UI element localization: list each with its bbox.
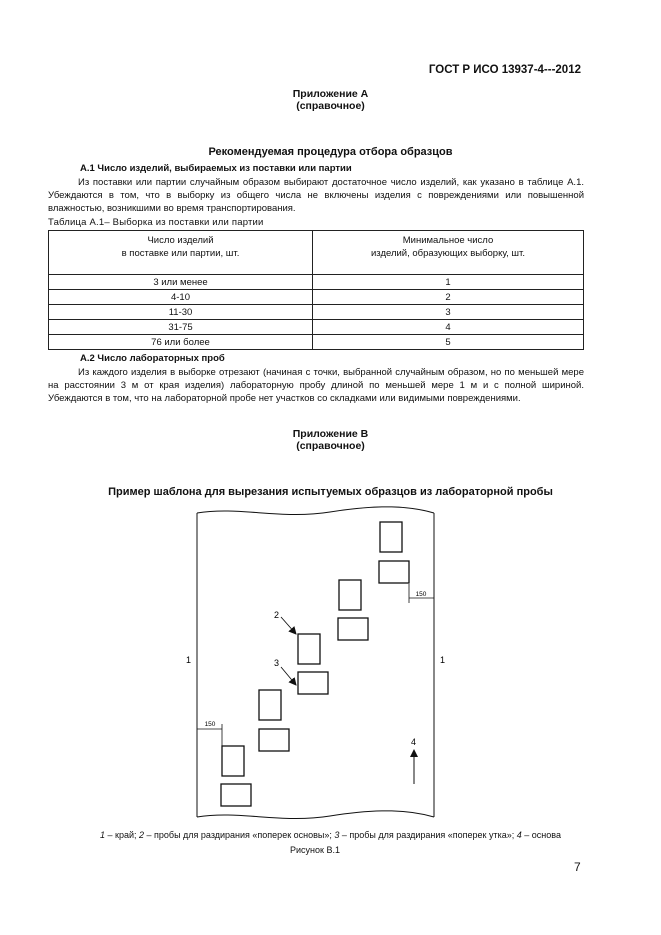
dim-left-label: 150 [204,721,216,728]
table-cell-min: 4 [313,320,584,335]
section-a2-text-content: Из каждого изделия в выборке отрезают (начиная с точки, выбранной случайным образом, но по меньшей мере на расстоянии 3 м от края изделия) лабораторную пробу длиной по меньшей мере 1 м и с полной шириной. Убеждаются в том, что на лабораторной пробе нет участков со складками или видимыми повреждениями. [48,367,584,405]
table-row [49,335,584,350]
table-row [49,320,584,335]
appendix-a-title: Приложение А [292,88,369,100]
section-a2-text [48,366,584,406]
sample-bottom-edge [197,811,434,819]
legend-num-3: 3 [334,830,340,840]
specimen-warp [298,634,320,664]
arrow-warp [281,617,296,634]
table-cell-lot: 76 или более [49,335,313,350]
legend-text-1: – край; [105,830,140,840]
table-row [49,275,584,290]
specimen-weft [338,618,368,640]
table-row [49,290,584,305]
legend-text-2: – пробы для раздирания «поперек основы»; [144,830,335,840]
specimen-weft [379,561,409,583]
table-cell-min: 2 [313,290,584,305]
appendix-a-subtitle: (справочное) [296,100,365,112]
table-cell-min: 5 [313,335,584,350]
label-edge-left: 1 [186,655,192,665]
section-a1-title: А.1 Число изделий, выбираемых из поставки или партии [80,163,352,174]
specimen-weft [259,729,289,751]
appendix-b-heading: Пример шаблона для вырезания испытуемых образцов из лабораторной пробы [108,486,553,498]
table-header-min [313,231,584,275]
specimen-warp [259,690,281,720]
legend-num-4: 4 [516,830,522,840]
specimen-weft [298,672,328,694]
label-weft-specimen: 3 [274,658,280,668]
table-cell-lot: 4-10 [49,290,313,305]
table-header-min-line1: Минимальное число [402,235,494,246]
legend-text-4: – основа [521,830,561,840]
specimen-warp [339,580,361,610]
dim-top-label: 150 [415,591,427,598]
legend-text-3: – пробы для раздирания «поперек утка»; [339,830,517,840]
table-cell-min: 1 [313,275,584,290]
sample-table [48,230,584,350]
table-cell-lot: 11-30 [49,305,313,320]
table-header-lot-line1: Число изделий [147,235,214,246]
label-warp-specimen: 2 [274,610,280,620]
table-header-lot-line2: в поставке или партии, шт. [121,248,240,259]
specimen-warp [380,522,402,552]
section-a2-title: А.2 Число лабораторных проб [80,353,225,364]
section-a1-text [48,176,584,216]
sample-top-edge [197,507,434,515]
table-row [49,305,584,320]
table-cell-lot: 3 или менее [49,275,313,290]
document-code: ГОСТ Р ИСО 13937-4---2012 [428,64,581,76]
legend-num-2: 2 [139,830,145,840]
specimen-weft [221,784,251,806]
specimen-warp [222,746,244,776]
arrow-weft [281,667,296,685]
legend-num-1: 1 [100,830,106,840]
figure-legend [0,830,661,840]
table-header-lot [49,231,313,275]
appendix-a-heading: Рекомендуемая процедура отбора образцов [208,146,453,158]
cutting-template-figure [0,500,661,825]
section-a1-text-content: Из поставки или партии случайным образом выбирают достаточное число изделий, как указано в таблице А.1. Убеждаются в том, что в выборку из общего числа не включены изделия с повреждениями или повышенной влажностью, возникшими во время транспортирования. [48,177,584,215]
table-caption: Таблица А.1– Выборка из поставки или партии [48,217,264,228]
label-edge-right: 1 [440,655,446,665]
table-cell-min: 3 [313,305,584,320]
label-warp-direction: 4 [411,737,417,747]
appendix-b-subtitle: (справочное) [296,440,365,452]
table-cell-lot: 31-75 [49,320,313,335]
table-header-min-line2: изделий, образующих выборку, шт. [370,248,525,259]
figure-caption: Рисунок В.1 [290,845,340,855]
page-number: 7 [574,860,581,874]
appendix-b-title: Приложение В [292,428,369,440]
